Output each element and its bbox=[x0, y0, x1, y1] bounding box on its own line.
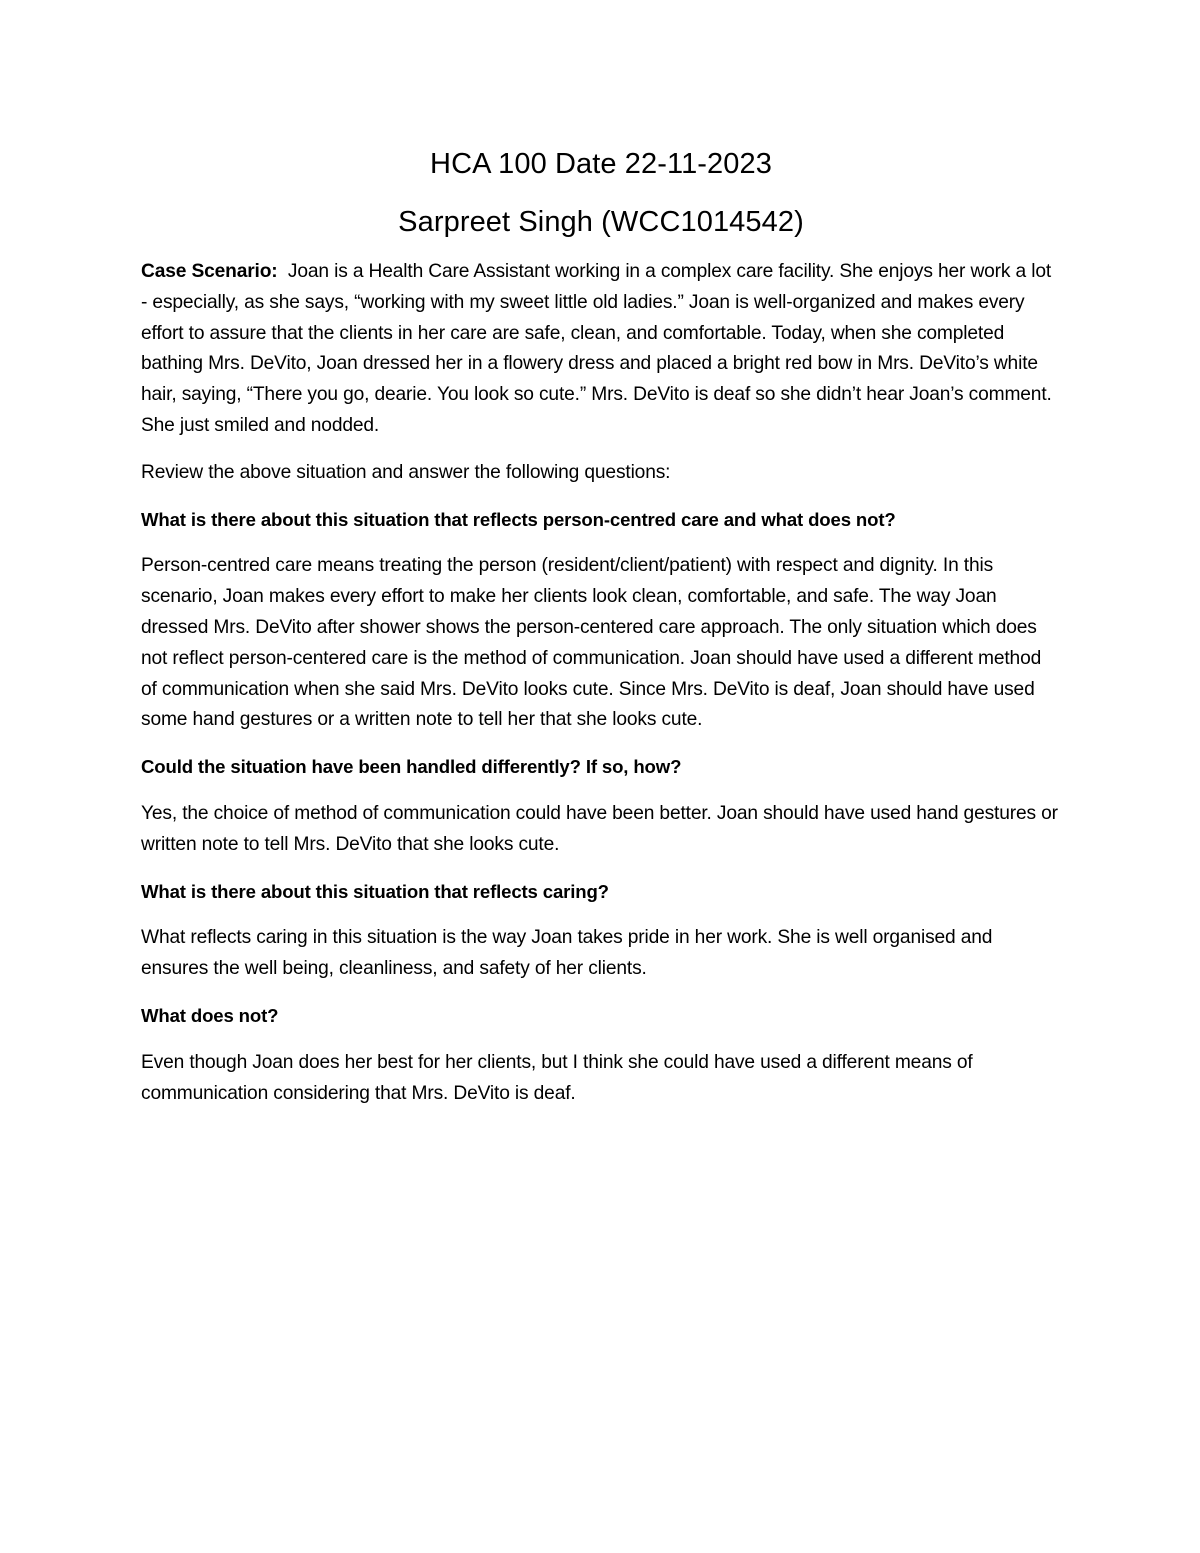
instruction-paragraph: Review the above situation and answer the following questions: bbox=[141, 461, 671, 483]
question-1: What is there about this situation that reflects person-centred care and what does not? bbox=[141, 508, 896, 530]
answer-3: What reflects caring in this situation is the way Joan takes pride in her work. She is well organised and ensures the well being, cleanliness, and safety of her clients. bbox=[141, 927, 993, 980]
question-4: What does not? bbox=[141, 1004, 279, 1026]
case-scenario-paragraph bbox=[141, 257, 1061, 442]
answer-4: Even though Joan does her best for her clients, but I think she could have used a different means of communication considering that Mrs. DeVito is deaf. bbox=[141, 1051, 973, 1104]
author-line: Sarpreet Singh (WCC1014542) bbox=[398, 206, 804, 238]
case-scenario-label: Case Scenario: bbox=[141, 261, 278, 282]
document-title: HCA 100 Date 22-11-2023 bbox=[430, 148, 772, 180]
question-3: What is there about this situation that reflects caring? bbox=[141, 880, 609, 902]
document-body bbox=[141, 146, 1061, 1125]
question-2: Could the situation have been handled differently? If so, how? bbox=[141, 756, 682, 778]
case-scenario-text: Joan is a Health Care Assistant working in a complex care facility. She enjoys her work a lot - especially, as she says, “working with my sweet little old ladies.” Joan is well-organized and makes every effort to assure that the clients in her care are safe, clean, and comfortable. Today, when she completed bathing Mrs. DeVito, Joan dressed her in a flowery dress and placed a bright red bow in Mrs. DeVito’s white hair, saying, “There you go, dearie. You look so cute.” Mrs. DeVito is deaf so she didn’t hear Joan’s comment. She just smiled and nodded. bbox=[141, 261, 1057, 436]
answer-1: Person-centred care means treating the person (resident/client/patient) with respect and dignity. In this scenario, Joan makes every effort to make her clients look clean, comfortable, and safe. The way Joan dressed Mrs. DeVito after shower shows the person-centered care approach. The only situation which does not reflect person-centered care is the method of communication. Joan should have used a different method of communication when she said Mrs. DeVito looks cute. Since Mrs. DeVito is deaf, Joan should have used some hand gestures or a written note to tell her that she looks cute. bbox=[141, 555, 1042, 731]
answer-2: Yes, the choice of method of communication could have been better. Joan should have used hand gestures or written note to tell Mrs. DeVito that she looks cute. bbox=[141, 802, 1058, 855]
